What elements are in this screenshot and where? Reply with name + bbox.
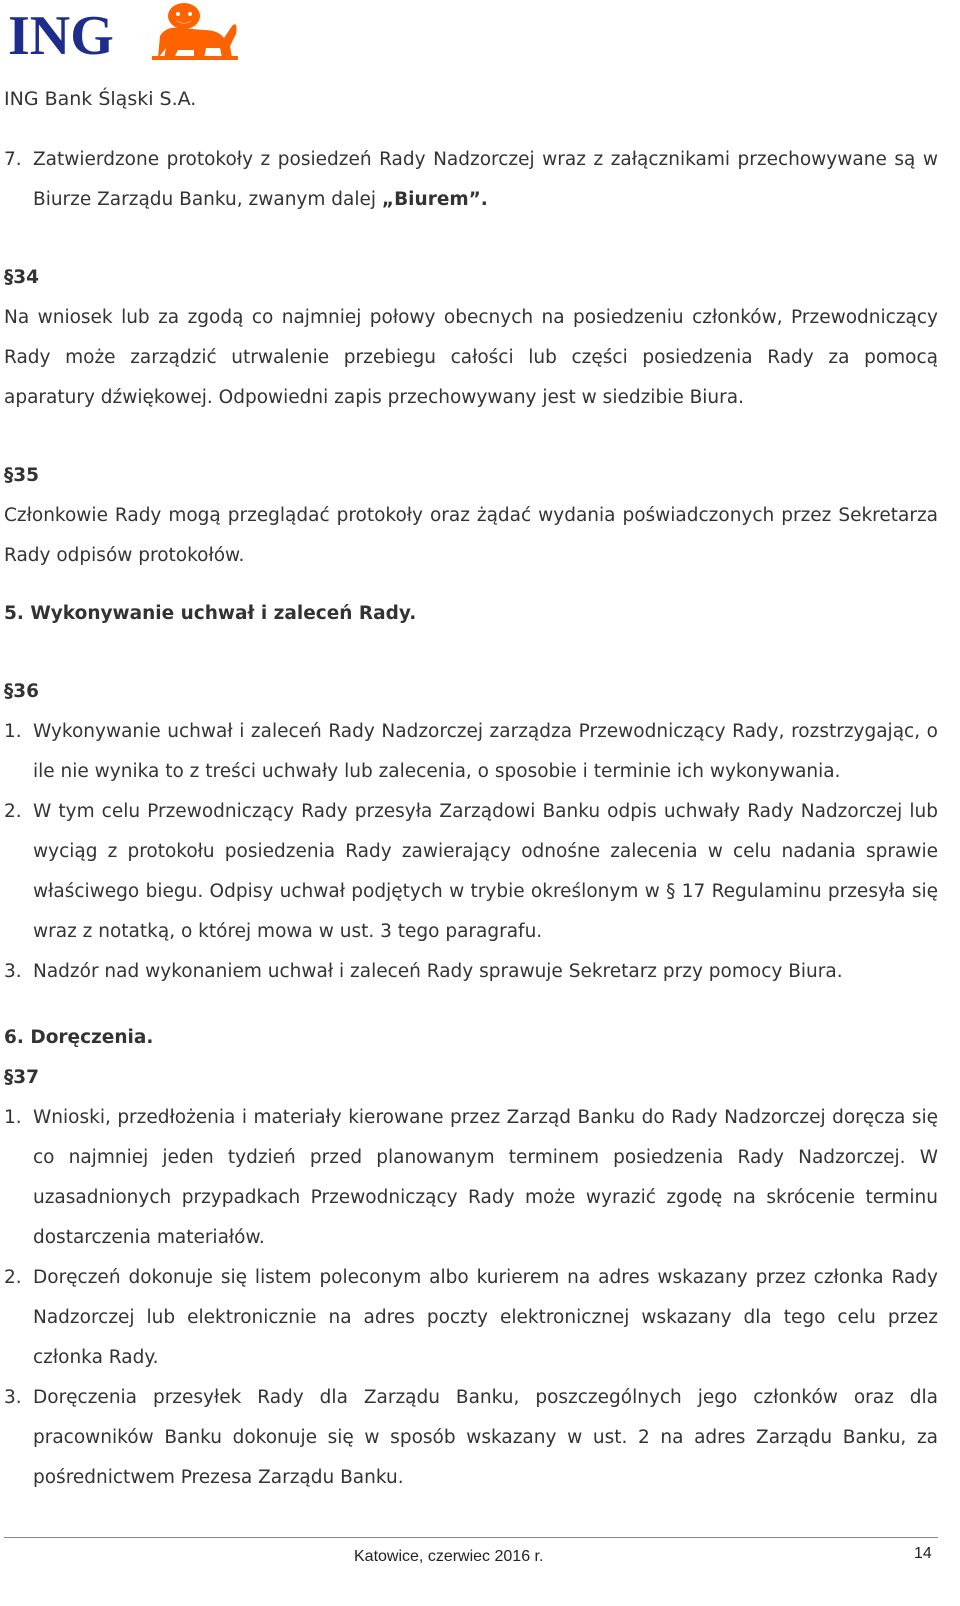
item-text: Wykonywanie uchwał i zaleceń Rady Nadzorczej zarządza Przewodniczący Rady, rozstrzygając, o ile nie wynika to z treści uchwały lub zalecenia, o sposobie i terminie ich wykonywania.	[33, 721, 938, 782]
item-text	[33, 140, 938, 220]
paragraph-heading-35: §35	[4, 465, 39, 486]
paragraph-heading-37: §37	[4, 1067, 39, 1088]
list-item	[4, 140, 938, 220]
item-text: W tym celu Przewodniczący Rady przesyła Zarządowi Banku odpis uchwały Rady Nadzorczej lub wyciąg z protokołu posiedzenia Rady zawierający odnośne zalecenia w celu nadania sprawie właściwego biegu. Odpisy uchwał podjętych w trybie określonym w § 17 Regulaminu przesyła się wraz z notatką, o której mowa w ust. 3 tego paragrafu.	[33, 801, 938, 942]
item-number: 2.	[4, 1267, 22, 1288]
paragraph-34-text: Na wniosek lub za zgodą co najmniej połowy obecnych na posiedzeniu członków, Przewodniczący Rady może zarządzić utrwalenie przebiegu całości lub części posiedzenia Rady za pomocą aparatury dźwiękowej. Odpowiedni zapis przechowywany jest w siedzibie Biura.	[4, 307, 938, 408]
item-text-bold: „Biurem”.	[381, 189, 488, 210]
paragraph-heading-34: §34	[4, 267, 39, 288]
item-text: Doręczenia przesyłek Rady dla Zarządu Banku, poszczególnych jego członków oraz dla pracowników Banku dokonuje się w sposób wskazany w ust. 2 na adres Zarządu Banku, za pośrednictwem Prezesa Zarządu Banku.	[33, 1387, 938, 1488]
list-item	[4, 1098, 938, 1258]
document-body	[4, 140, 938, 1498]
paragraph-35-text: Członkowie Rady mogą przeglądać protokoły oraz żądać wydania poświadczonych przez Sekretarza Rady odpisów protokołów.	[4, 505, 938, 566]
item-text-plain: Zatwierdzone protokoły z posiedzeń Rady Nadzorczej wraz z załącznikami przechowywane są w Biurze Zarządu Banku, zwanym dalej	[33, 149, 938, 210]
list-item	[4, 1378, 938, 1498]
list-item	[4, 1258, 938, 1378]
item-text: Nadzór nad wykonaniem uchwał i zaleceń Rady sprawuje Sekretarz przy pomocy Biura.	[33, 961, 843, 982]
item-number: 1.	[4, 1107, 22, 1128]
list-item	[4, 952, 938, 992]
list-item	[4, 712, 938, 792]
section-heading-5: 5. Wykonywanie uchwał i zaleceń Rady.	[4, 603, 417, 624]
item-number: 3.	[4, 1387, 22, 1408]
lion-icon	[152, 3, 238, 60]
item-number: 3.	[4, 961, 22, 982]
bank-name: ING Bank Śląski S.A.	[4, 88, 197, 110]
list-item	[4, 792, 938, 952]
item-text: Wnioski, przedłożenia i materiały kierowane przez Zarząd Banku do Rady Nadzorczej doręcza się co najmniej jeden tydzień przed planowanym terminem posiedzenia Rady Nadzorczej. W uzasadnionych przypadkach Przewodniczący Rady może wyrazić zgodę na skrócenie terminu dostarczenia materiałów.	[33, 1107, 938, 1248]
footer-place-date: Katowice, czerwiec 2016 r.	[354, 1548, 544, 1565]
item-number: 1.	[4, 721, 22, 742]
ing-logo-text: ING	[8, 5, 114, 64]
section-heading-6: 6. Doręczenia.	[4, 1027, 154, 1048]
footer-divider	[4, 1537, 938, 1538]
ing-logo-graphic	[8, 0, 238, 64]
item-text: Doręczeń dokonuje się listem poleconym albo kurierem na adres wskazany przez członka Rady Nadzorczej lub elektronicznie na adres poczty elektronicznej wskazany dla tego celu przez członka Rady.	[33, 1267, 938, 1368]
item-number: 2.	[4, 801, 22, 822]
item-number: 7.	[4, 149, 22, 170]
ing-logo	[8, 0, 238, 64]
paragraph-heading-36: §36	[4, 681, 39, 702]
page-number: 14	[914, 1545, 932, 1562]
